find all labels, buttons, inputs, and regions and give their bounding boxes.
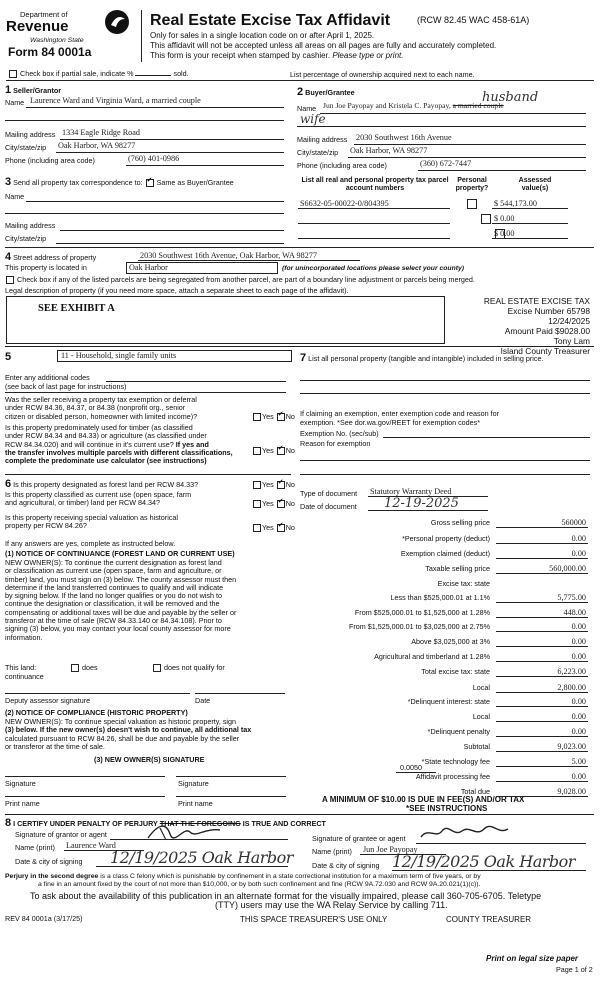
- section4-street-label: 4 Street address of property: [5, 251, 97, 263]
- tax-row-value[interactable]: 560000: [561, 518, 586, 527]
- q2-no-checkbox[interactable]: [277, 447, 285, 455]
- notice1-text: NEW OWNER(S): To continue the current designation as forest land or classification as current use (open space, farm and agriculture, or timber) land, you must sign on (3) below. The county assessor must then determine if the land transferred continues to qualify and will indicate by signing below. If the land no longer qualifies or you do not wish to continue the designation or classification, it will be removed and the compensating or additional taxes will be due and payable by the seller or transferor at the time of sale (RCW 84.33.140 or 84.34.108). Prior to signing (3) below, you may contact your local county assessor for more information.: [5, 558, 237, 642]
- tax-row-value[interactable]: 0.00: [571, 534, 586, 543]
- section5-number: 5: [5, 351, 12, 363]
- tax-row-label: Exemption claimed (deduct): [400, 549, 490, 558]
- buyer-handwritten-husband: husband: [482, 90, 539, 105]
- stamp-line-4: Amount Paid $9028.00: [504, 326, 590, 337]
- section3-heading: 3 Send all property tax correspondence to: ✔ Same as Buyer/Grantee: [5, 176, 234, 188]
- grantor-name-value[interactable]: Laurence Ward: [66, 841, 116, 850]
- seller-city-label: City/state/zip: [5, 143, 47, 152]
- located-in-label: This property is located in: [5, 263, 87, 272]
- notice2-title: (2) NOTICE OF COMPLIANCE (HISTORIC PROPERTY): [5, 708, 188, 717]
- doc-date-value[interactable]: 12-19-2025: [384, 496, 459, 511]
- ownership-note: List percentage of ownership acquired next to each name.: [290, 70, 475, 79]
- if-yes-note: If any answers are yes, complete as instructed below.: [5, 539, 176, 548]
- section3-mailing-label: Mailing address: [5, 221, 56, 230]
- grantee-name-label: Name (print): [312, 847, 352, 856]
- tax-row-label: *Delinquent interest: state: [407, 697, 490, 706]
- section6-q3: Is this property receiving special valuation as historical property per RCW 84.26?: [5, 513, 178, 531]
- form-title: Real Estate Excise Tax Affidavit: [150, 12, 391, 29]
- legal-desc-label: Legal description of property (if you need more space, attach a separate sheet to each page of the affidavit).: [5, 286, 349, 295]
- buyer-mailing-value[interactable]: 2030 Southwest 16th Avenue: [356, 133, 452, 142]
- q6-3-yes-no: Yes ✔ No: [252, 524, 295, 532]
- buyer-phone-value[interactable]: (360) 672-7447: [420, 159, 472, 168]
- dor-logo-icon: [104, 9, 130, 35]
- treasurer-use-label: THIS SPACE TREASURER'S USE ONLY: [240, 915, 388, 924]
- grantor-date-label: Date & city of signing: [15, 857, 83, 866]
- buyer-name-value[interactable]: Jun Joe Payopay and Kristela C. Payopay, a married couple: [323, 101, 504, 110]
- grantee-signature: [418, 823, 512, 843]
- personal-property-header: Personal property?: [455, 177, 489, 192]
- buyer-heading: 2 Buyer/Grantee: [297, 86, 355, 98]
- tax-row-label: Taxable selling price: [425, 564, 490, 573]
- section7-heading: 7 List all personal property (tangible and intangible) included in selling price.: [300, 352, 544, 364]
- tax-row-label: Less than $525,000.01 at 1.1%: [390, 593, 490, 602]
- additional-codes-label: Enter any additional codes: [5, 373, 90, 382]
- notice1-title: (1) NOTICE OF CONTINUANCE (FOREST LAND OR CURRENT USE): [5, 549, 235, 558]
- perjury-text-2: a fine in an amount fixed by the court of not more than $10,000, or by both such confinement and fine (RCW 9A.72.030 and RCW 9A.20.021(1)(c)).: [38, 881, 481, 888]
- tty-note: (TTY) users may use the WA Relay Service by calling 711.: [215, 900, 448, 910]
- print-legal-note: Print on legal size paper: [486, 954, 579, 963]
- tax-row-label: Subtotal: [463, 742, 490, 751]
- tax-row-label: *State technology fee: [421, 757, 490, 766]
- tax-row-value[interactable]: 0.00: [571, 622, 586, 631]
- located-note: (for unincorporated locations please select your county): [282, 265, 465, 272]
- tax-row-value[interactable]: 0.00: [571, 772, 586, 781]
- new-owner-signature-label-2: Signature: [178, 779, 209, 788]
- availability-note: To ask about the availability of this publication in an alternate format for the visually impaired, please call 360-705-6705. Teletype: [30, 891, 542, 901]
- tax-row-value[interactable]: 0.00: [571, 697, 586, 706]
- q6-1-yes-no: Yes ✔ No: [252, 481, 295, 489]
- assessed-value-2[interactable]: $ 0.00: [494, 214, 515, 223]
- header-note-3: This form is your receipt when stamped by cashier. Please type or print.: [150, 51, 404, 60]
- county-treasurer-label: COUNTY TREASURER: [446, 915, 532, 924]
- seller-mailing-value[interactable]: 1334 Eagle Ridge Road: [62, 128, 140, 137]
- treasurer-stamp: [440, 296, 590, 356]
- stamp-line-3: 12/24/2025: [548, 316, 590, 327]
- same-as-buyer-checkbox[interactable]: [146, 179, 154, 187]
- q6-2-yes-checkbox[interactable]: [253, 500, 261, 508]
- doc-type-value[interactable]: Statutory Warranty Deed: [370, 487, 452, 496]
- tax-row-label: *Delinquent penalty: [427, 727, 490, 736]
- tax-row-label: From $1,525,000.01 to $3,025,000 at 2.75%: [348, 622, 490, 631]
- land-use-code-select[interactable]: 11 - Household, single family units: [57, 350, 292, 362]
- segregated-row: Check box if any of the listed parcels are being segregated from another parcel, are part of a boundary line adjustment or parcels being merged.: [5, 276, 475, 284]
- grantor-name-label: Name (print): [15, 843, 55, 852]
- personal-property-checkbox-1[interactable]: [467, 199, 477, 209]
- q6-1-no-checkbox[interactable]: [277, 481, 285, 489]
- revenue-logo-text: Revenue: [6, 18, 69, 35]
- assessed-value-1[interactable]: $ 544,173.00: [494, 199, 537, 208]
- buyer-handwritten-wife: wife: [300, 112, 326, 126]
- seller-name-value[interactable]: Laurence Ward and Virginia Ward, a married couple: [30, 96, 201, 105]
- partial-sale-row: Check box if partial sale, indicate % sold.: [8, 70, 189, 78]
- property-street-value[interactable]: 2030 Southwest 16th Avenue, Oak Harbor, WA 98277: [140, 251, 317, 260]
- stamp-line-5: Tony Lam: [553, 336, 590, 347]
- grantee-name-value[interactable]: Jun Joe Payopay: [363, 845, 418, 854]
- continuance-label: continuance: [5, 672, 44, 681]
- tax-row-label: Gross selling price: [430, 518, 490, 527]
- tax-row-label: *Personal property (deduct): [402, 534, 490, 543]
- q2-yes-checkbox[interactable]: [253, 447, 261, 455]
- q1-no-checkbox[interactable]: [277, 413, 285, 421]
- state-label: Washington State: [30, 37, 84, 44]
- land-does-checkbox[interactable]: [71, 664, 79, 672]
- seller-city-value[interactable]: Oak Harbor, WA 98277: [58, 141, 136, 150]
- seller-heading: 1 Seller/Grantor: [5, 84, 62, 96]
- section8-heading: 8 I CERTIFY UNDER PENALTY OF PERJURY THAT THE FOREGOING IS TRUE AND CORRECT: [5, 817, 326, 829]
- rcw-citation: (RCW 82.45 WAC 458-61A): [417, 15, 530, 25]
- land-does-row: does: [70, 664, 98, 672]
- department-label: Department of: [20, 10, 68, 19]
- grantor-signature-label: Signature of grantor or agent: [15, 830, 107, 839]
- seller-phone-value[interactable]: (760) 401-0986: [128, 154, 180, 163]
- q6-3-yes-checkbox[interactable]: [253, 524, 261, 532]
- location-select[interactable]: Oak Harbor: [126, 262, 278, 274]
- tax-row-value[interactable]: 448.00: [563, 608, 586, 617]
- q1-yes-checkbox[interactable]: [253, 413, 261, 421]
- tax-row-label: Excise tax: state: [437, 579, 490, 588]
- stamp-line-6: Island County Treasurer: [500, 346, 590, 357]
- new-owner-print-name-1: Print name: [5, 799, 40, 808]
- notice3-title: (3) NEW OWNER(S) SIGNATURE: [94, 755, 205, 764]
- land-does-not-row: does not qualify for: [152, 664, 225, 672]
- tax-row-label: Above $3,025,000 at 3%: [411, 637, 490, 646]
- q6-2-yes-no: Yes ✔ No: [252, 500, 295, 508]
- tax-row-value[interactable]: 0.00: [571, 549, 586, 558]
- tax-row-value[interactable]: 0.00: [571, 727, 586, 736]
- tax-row-value[interactable]: 0.00: [571, 652, 586, 661]
- revision-label: REV 84 0001a (3/17/25): [5, 914, 83, 923]
- exemption-no-label: Exemption No. (sec/sub): [300, 429, 379, 438]
- partial-sale-checkbox[interactable]: [9, 70, 17, 78]
- this-land-label: This land:: [5, 663, 37, 672]
- form-number: Form 84 0001a: [8, 45, 92, 59]
- tax-row-label: Total excise tax: state: [421, 667, 490, 676]
- seller-phone-label: Phone (including area code): [5, 156, 95, 165]
- grantor-date-value[interactable]: 12/19/2025 Oak Harbor: [110, 848, 293, 867]
- tax-row-label: Affidavit processing fee: [415, 772, 490, 781]
- q2-yes-no: Yes ✔ No: [252, 447, 295, 455]
- tax-row-label: Local: [472, 712, 490, 721]
- tax-row-value[interactable]: 2,800.00: [557, 683, 586, 692]
- tax-row-value[interactable]: 0.00: [571, 637, 586, 646]
- minimum-due-note: A MINIMUM OF $10.00 IS DUE IN FEE(S) AND/OR TAX: [322, 795, 525, 804]
- perjury-text-1: Perjury in the second degree is a class C felony which is punishable by confinement in a state correctional institution for a maximum term of five years, or by: [5, 873, 481, 880]
- personal-property-checkbox-2[interactable]: [481, 214, 491, 224]
- page-number: Page 1 of 2: [556, 965, 593, 974]
- deputy-date-label: Date: [195, 696, 211, 705]
- buyer-city-value[interactable]: Oak Harbor, WA 98277: [350, 146, 428, 155]
- stamp-line-2: Excise Number 65798: [507, 306, 590, 317]
- see-instructions-note: *SEE INSTRUCTIONS: [406, 804, 488, 813]
- stamp-line-1: REAL ESTATE EXCISE TAX: [483, 296, 590, 306]
- tax-row-label: Agricultural and timberland at 1.28%: [374, 652, 490, 661]
- section5-q2: Is this property predominately used for timber (as classified under RCW 84.34 and 84.33) or agriculture (as classified under RCW 84.34.020) and will continue in it's current use? If yes and the transfer involves multiple parcels with different classifications, complete the predominate use calculator (see instructions): [5, 423, 233, 466]
- seller-name-label: Name: [5, 98, 25, 107]
- reason-label: Reason for exemption: [300, 439, 371, 448]
- grantee-signature-label: Signature of grantee or agent: [312, 834, 406, 843]
- q6-1-yes-checkbox[interactable]: [253, 481, 261, 489]
- tax-row-value[interactable]: 6,223.00: [557, 667, 586, 676]
- local-rate-value[interactable]: 0.0050: [400, 763, 422, 772]
- buyer-city-label: City/state/zip: [297, 148, 339, 157]
- q1-yes-no: Yes ✔ No: [252, 413, 295, 421]
- tax-row-value[interactable]: 5,775.00: [557, 593, 586, 602]
- tax-row-value[interactable]: 0.00: [571, 712, 586, 721]
- header-note-1: Only for sales in a single location code on or after April 1, 2025.: [150, 31, 375, 40]
- land-does-not-checkbox[interactable]: [153, 664, 161, 672]
- grantee-date-value[interactable]: 12/19/2025 Oak Harbor: [392, 852, 575, 871]
- assessed-value-header: Assessed value(s): [518, 177, 552, 192]
- section3-name-label: Name: [5, 192, 25, 201]
- deputy-signature-label: Deputy assessor signature: [5, 696, 91, 705]
- parcel-list-header: List all real and personal property tax parcel account numbers: [301, 177, 449, 192]
- grantee-date-label: Date & city of signing: [312, 861, 380, 870]
- notice2-text: NEW OWNER(S): To continue special valuation as historic property, sign (3) below. If the new owner(s) doesn't wish to continue, all additional tax calculated pursuant to RCW 84.26, shall be due and payable by the seller or transferor at the time of sale.: [5, 717, 252, 751]
- seller-mailing-label: Mailing address: [5, 130, 56, 139]
- new-owner-signature-label-1: Signature: [5, 779, 36, 788]
- tax-row-label: From $525,000.01 to $1,525,000 at 1.28%: [354, 608, 490, 617]
- doc-type-label: Type of document: [300, 489, 358, 498]
- tax-row-value[interactable]: 9,023.00: [557, 742, 586, 751]
- tax-row-label: Local: [472, 683, 490, 692]
- section3-city-label: City/state/zip: [5, 234, 47, 243]
- tax-row-value[interactable]: 560,000.00: [549, 564, 586, 573]
- header-note-2: This affidavit will not be accepted unless all areas on all pages are fully and accurately completed.: [150, 41, 497, 50]
- segregated-checkbox[interactable]: [6, 276, 14, 284]
- assessed-value-3[interactable]: $ 0.00: [494, 229, 515, 238]
- buyer-phone-label: Phone (including area code): [297, 161, 387, 170]
- tax-row-value[interactable]: 5.00: [571, 757, 586, 766]
- buyer-mailing-label: Mailing address: [297, 135, 348, 144]
- parcel-number-1[interactable]: S6632-05-00022-0/804395: [300, 199, 389, 208]
- see-back-note: (see back of last page for instructions): [5, 382, 127, 391]
- section5-q1: Was the seller receiving a property tax exemption or deferral under RCW 84.36, 84.37, or 84.38 (nonprofit org., senior citizen or disabled person, homeowner with limited income)?: [5, 395, 198, 421]
- tax-row-value[interactable]: 9,028.00: [557, 787, 586, 796]
- buyer-name-label: Name: [297, 104, 317, 113]
- legal-description-value: SEE EXHIBIT A: [38, 303, 115, 314]
- doc-date-label: Date of document: [300, 502, 357, 511]
- section6-q2: Is this property classified as current use (open space, farm and agricultural, or timber) land per RCW 84.34?: [5, 490, 192, 508]
- q6-3-no-checkbox[interactable]: [277, 524, 285, 532]
- exemption-text: If claiming an exemption, enter exemption code and reason for exemption. *See dor.wa.gov/REET for exemption codes*: [300, 409, 499, 427]
- new-owner-print-name-2: Print name: [178, 799, 213, 808]
- section6-q1: 6 Is this property designated as forest land per RCW 84.33?: [5, 478, 199, 490]
- q6-2-no-checkbox[interactable]: [277, 500, 285, 508]
- tax-row-label: Total due: [460, 787, 490, 796]
